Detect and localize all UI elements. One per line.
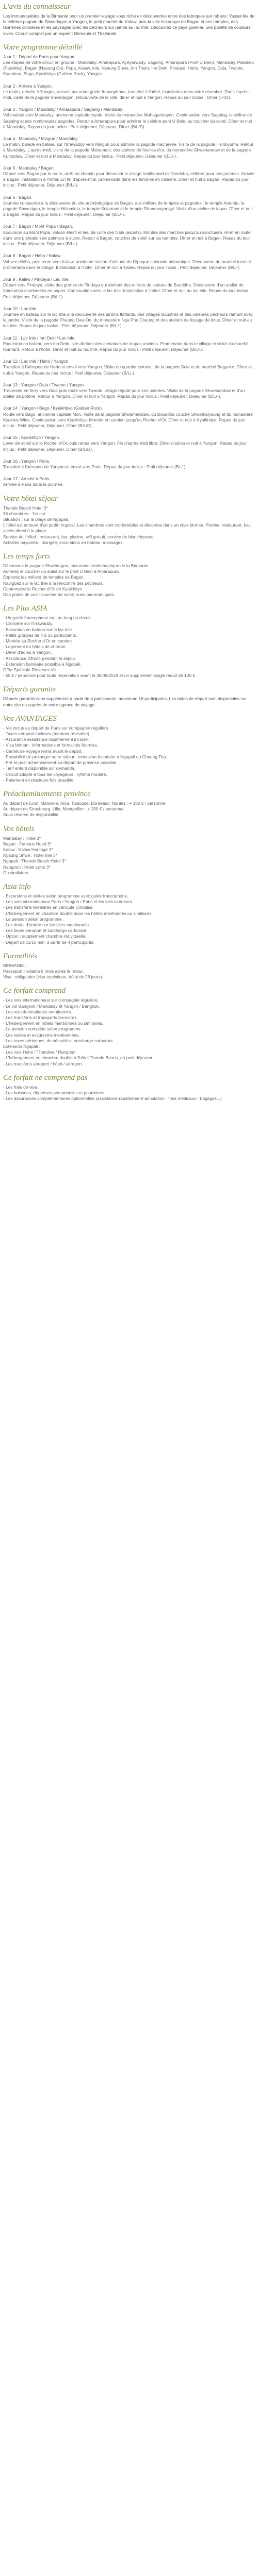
text-line: Service de l'hôtel : restaurant, bar, piscine, wifi gratuit, service de blanchisserie. [3,534,155,539]
text-line: - Les vols internationaux sur compagnie régulière. [3,997,99,1003]
text-line: - Le vol Bangkok / Mandalay et Yangon / Bangkok. [3,1003,100,1009]
text-line: - L'hébergement en hôtels mentionnés ou similaires. [3,1021,103,1026]
text-line: Activités payantes : plongée, excursions en bateau, massages. [3,539,124,545]
text-line: BIRMANIE : [3,962,27,968]
text-line: - Option : supplément chambre individuelle. [3,934,87,939]
day-title: Jour 6 : Bagan. [3,194,33,200]
text-line: Nyaung Shwe : Hotel Inle 3* [3,853,57,858]
day-title: Jour 5 : Mandalay / Bagan. [3,165,55,171]
programme-day [3,195,255,218]
text-line: - Départ de 11/15 min. à partir de 4 participants. [3,939,95,945]
envies-paragraph: Les immanquables de la Birmanie pour un premier voyage sous riche en découvertes entre des fabriques sur rubans: Vassal lée de la célèbre pagode de Shwedagon à Yangon, le petit marché de Kalaw, puis la ville historique de Bagan et ses temples, des tanneries cordières et les paysages avec les pêcheurs sur jambe au lac Inle. Découvrez ce pays guerrier, une palette de couleurs vives. Circuit complet par un expert : Birmanie et Thaïlande. [3,13,255,36]
vos-hotels-list [3,836,255,876]
day-title: Jour 12 : Lac Inle / Heho / Yangon. [3,359,70,364]
programme-day [3,253,255,270]
section-title-temps-forts: Les temps forts [3,552,50,561]
day-description: Arrivée à Paris dans la journée. [3,482,63,487]
text-line: - Les vols internationaux Paris / Yangon / Paris et les vols intérieurs. [3,899,133,905]
programme-day [3,335,255,353]
departs-text [3,696,255,707]
text-line: - Les transferts et transports terrestres. [3,1014,78,1020]
programme-day [3,405,255,429]
day-title: Jour 16 : Yangon / Paris. [3,458,51,464]
asia-info-list [3,893,255,945]
text-line: - Les vols Heho / Thandwe / Rangoon. [3,1049,77,1055]
forfait-comprend-list [3,997,255,1066]
text-line: - Petits groupes de 4 à 16 participants. [3,632,77,638]
text-line: Visa : obligatoire (visa touristique, délai de 28 jours). [3,974,103,980]
day-description: Route vers Bago, ancienne capitale Mon. Visite de la pagode Shwemawdaw, du Bouddha couché Shwethalyaung et du monastère Kyakhat Wine. Continuation vers Kyaikhtiyo. Montée en camion jusqu'au Rocher d'Or. Dîner et nuit à Kyaikhtiyo. Repas du jour inclus : Petit déjeuner, Déjeuner, Dîner (B/L/D). [3,411,253,428]
day-title: Jour 11 : Lac Inle / Inn Dein / Lac Inle. [3,335,76,341]
avantages-list [3,725,255,783]
programme-day [3,54,255,77]
text-line: Des points de vue : coucher de soleil, vues panoramiques. [3,592,115,598]
programme-day [3,277,255,300]
text-line: Thande Beach Hotel 3* [3,505,48,511]
text-line: Contemplez le Rocher d'Or de Kyaikhtiyo. [3,586,84,591]
section-title-avantages: Vos AVANTAGES [3,714,57,723]
day-description: Vol vers Heho, puis route vers Kalaw, ancienne station d'altitude de l'époque coloniale britannique. Découverte du marché local et promenade dans le village. Installation à l'hôtel. Dîner et nuit à Kalaw. Repas du jour inclus : Petit déjeuner, Déjeuner (B/L/-). [3,259,251,270]
text-line: Au départ de Lyon, Marseille, Nice, Toulouse, Bordeaux, Nantes : + 180 € / personne. [3,800,167,806]
day-description: Traversée en ferry vers Dala puis route vers Twante, village réputé pour ses poteries. Visite de la pagode Shwesandaw et d'un atelier de poterie. Retour à Yangon. Dîner et nuit à Yangon. Repas du jour inclus : Petit déjeuner, Déjeuner (B/L/-). [3,387,245,399]
temps-forts-list [3,563,255,598]
text-line: - Croisière sur l'Irrawaddy. [3,621,53,626]
day-title: Jour 7 : Bagan / Mont Popa / Bagan. [3,224,73,229]
text-line: - Assistance 24h/24 pendant le séjour. [3,655,76,661]
section-title-envies: L'avis du connaisseur [3,3,71,11]
programme-day [3,165,255,189]
programme-day [3,224,255,247]
text-line: - L'hébergement en chambre double dans les hôtels mentionnés ou similaires. [3,910,153,916]
section-title-programme: Votre programme détaillé [3,43,83,52]
text-line: - Logement en hôtels de charme. [3,644,67,650]
text-line: - Les droits d'entrée sur les sites mentionnés. [3,922,90,927]
section-title-forfait-comprend: Ce forfait comprend [3,987,66,995]
text-line: - Dîner d'adieu à Yangon. [3,650,52,655]
day-title: Jour 9 : Kalaw / Pindaya / Lac Inle. [3,276,70,282]
text-line: Naviguez sur le lac Inle à la rencontre des pêcheurs. [3,580,104,586]
hotel-sejour-list [3,505,255,546]
envies-text [3,13,255,37]
programme-day [3,306,255,329]
text-line: - L'hébergement en chambre double à l'hôtel Thande Beach, en petit déjeuner. [3,1055,154,1061]
text-line: Kalaw : Kalaw Heritage 3* [3,846,53,852]
text-line: - 50 € / personne pour toute réservation avant le 30/09/2019 et un supplément single réduit de 100 €. [3,673,197,679]
text-line: L'hôtel est entouré d'un jardin tropical. Les chambres sont confortables et décorées dans un style birman. Piscine, restaurant, bar, accès direct à la plage. [3,522,251,534]
text-line: Mandalay : Hotel 3* [3,835,41,841]
text-line: Admirez le coucher du soleil sur le pont U Bein à Amarapura. [3,569,120,574]
programme-day [3,107,255,130]
text-line: - Possibilité de prolonger votre séjour : extension balnéaire à Ngapali ou Chaung Tha. [3,754,167,759]
text-line: Ngapali : Thande Beach Hotel 3* [3,858,66,864]
day-title: Jour 17 : Arrivée à Paris. [3,476,51,482]
programme-day [3,136,255,159]
programme-days [3,54,255,488]
day-description: Excursion en bateau vers Inn Dein, site abritant des centaines de stupas anciens. Promenade dans le village et visite du marché tournant. Retour à l'hôtel. Dîner et nuit au lac Inle. Repas du jour inclus : Petit déjeuner, Déjeuner (B/L/-). [3,341,249,352]
day-description: Vol matinal vers Mandalay, ancienne capitale royale. Visite du monastère Mahagandayon. Continuation vers Sagaing, la colline de Sagaing et ses nombreuses pagodes. Retour à Amarapura pour admirer le célèbre pont U Bein, au coucher du soleil. Dîner et nuit à Mandalay. Repas du jour inclus : Petit déjeuner, Déjeuner, Dîner (B/L/D). [3,112,252,129]
text-line: - Carnet de voyage remis avant le départ. [3,748,83,754]
section-title-preacheminements: Préacheminements province [3,789,91,798]
section-title-vos-hotels: Vos hôtels [3,824,35,833]
day-description: Journée consacrée à la découverte du site archéologique de Bagan, aux milliers de temples et pagodes : le temple Ananda, la pagode Shwezigon, le temple Htilominlo, le temple Sulamani et le temple Dhammayangyi. Visite d'un atelier de laque. Dîner et nuit à Bagan. Repas du jour inclus : Petit déjeuner, Déjeuner (B/L/-). [3,200,253,217]
text-line: Situation : sur la plage de Ngapali. [3,517,69,522]
text-line: - Assurance assistance rapatriement incluse. [3,737,89,742]
text-line: - Circuit adapté à tous les voyageurs : rythme modéré. [3,771,107,777]
day-description: Départ vers Bagan par la route, arrêt en chemin pour découvrir le village traditionnel de Yandabo, célèbre pour ses poteries. Arrivée à Bagan, installation à l'hôtel. En fin d'après-midi, promenade dans les temples en calèche. Dîner et nuit à Bagan. Repas du jour inclus : Petit déjeuner, Déjeuner (B/L/-). [3,171,255,188]
section-title-forfait-ne-comprend-pas: Ce forfait ne comprend pas [3,1073,88,1082]
text-line: - Excursions et visites selon programme avec guide francophone. [3,893,128,899]
section-title-plus-asia: Les Plus ASIA [3,604,47,613]
text-line: - Les vols domestiques mentionnés. [3,1009,72,1014]
text-line: - Les taxes aériennes, de sécurité et surcharge carburant. [3,1038,114,1043]
day-title: Jour 2 : Arrivée à Yangon. [3,83,53,89]
section-title-formalites: Formalités [3,952,37,960]
programme-day [3,435,255,452]
text-line: Découvrez la pagode Shwedagon, monument emblématique de la Birmanie. [3,563,150,569]
plus-asia-list [3,615,255,679]
text-line: - Vol inclus au départ de Paris sur compagnie régulière. [3,725,109,731]
programme-day [3,459,255,470]
programme-day [3,359,255,376]
text-line: Explorez les milliers de temples de Bagan. [3,574,85,580]
text-line: Ou similaires [3,870,28,875]
day-title: Jour 15 : Kyaikhtiyo / Yangon. [3,435,60,440]
programme-day [3,476,255,487]
text-line: - Montée au Rocher d'Or en camion. [3,638,73,644]
text-line: Rangoon : Hotel Lotte 3* [3,864,51,870]
day-title: Jour 14 : Yangon / Bago / Kyaikhtiyo (Golden Rock). [3,405,103,411]
text-line: - Visa birman : informations et formalités fournies. [3,742,99,748]
text-line: - Les assurances complémentaires optionnelles (assistance-rapatriement-annulation - frais médicaux - bagages...). [3,1096,223,1101]
day-description: Le matin, arrivée à Yangon, accueil par votre guide francophone, transfert à l'hôtel, installation dans votre chambre. Dans l'après-midi, visite de la pagode Shwedagon. Découverte de la ville, dîner et nuit à Yangon. Repas du jour inclus : Dîner (-/-/D). [3,89,250,100]
section-title-departs: Départs garantis [3,685,56,694]
text-line: Extension Ngapali : [3,1044,41,1049]
day-description: Lever de soleil sur le Rocher d'Or, puis retour vers Yangon. Fin d'après-midi libre. Dîner d'adieu et nuit à Yangon. Repas du jour inclus : Petit déjeuner, Déjeuner, Dîner (B/L/D). [3,440,247,452]
day-description: Excursion au Mont Popa, volcan éteint et lieu de culte des Nats (esprits). Montée des marches jusqu'au sanctuaire. Arrêt en route dans une plantation de palmiers à sucre. Retour à Bagan, coucher de soleil sur les temples. Dîner et nuit à Bagan. Repas du jour inclus : Petit déjeuner, Déjeuner (B/L/-). [3,229,251,247]
text-line: - Les taxes aéroport et surcharge carburant. [3,928,88,934]
text-line: 36 chambres - 1er cat. [3,511,46,516]
day-title: Jour 4 : Mandalay / Mingun / Mandalay. [3,136,79,142]
text-line: - Extension balnéaire possible à Ngapali. [3,661,82,667]
programme-day [3,382,255,400]
text-line: - Les transferts aéroport / hôtel / aéroport. [3,1061,84,1066]
text-line: - La pension selon programme. [3,916,63,922]
text-line: - Tarif enfant disponible sur demande. [3,766,75,771]
text-line: - Les frais de visa. [3,1084,38,1090]
programme-day [3,83,255,101]
day-title: Jour 1 : Départ de Paris pour Yangon. [3,54,76,59]
text-line: - Les boissons, dépenses personnelles et pourboires. [3,1090,106,1096]
page-content [0,0,258,1101]
text-line: - Taxes aéroport incluses (montant révisable). [3,731,91,737]
forfait-ne-comprend-pas-list [3,1084,255,1102]
departs-paragraph: Départs garantis sans supplément à partir de 4 participants, maximum 16 participants. Les dates de départ sont disponibles sur notre site ou auprès de votre agence de voyage. [3,696,247,707]
text-line: - Un guide francophone tout au long du circuit. [3,615,92,621]
text-line: Bagan : Famous Hotel 3* [3,841,52,846]
day-title: Jour 3 : Yangon / Mandalay / Amarapura / Sagaing / Mandalay. [3,107,123,112]
day-description: Le matin, balade en bateau sur l'Irrawaddy vers Mingun pour admirer la pagode inachevée. Visite de la pagode Hsinbyume. Retour à Mandalay. L'après-midi, visite de la pagode Mahamuni, des ateliers de feuilles d'or, du monastère Shwenandaw et de la pagode Kuthodaw. Dîner et nuit à Mandalay. Repas du jour inclus : Petit déjeuner, Déjeuner (B/L/-). [3,142,254,159]
text-line: - La pension complète selon programme. [3,1026,82,1032]
text-line: - Les transferts terrestres en véhicule climatisé. [3,905,94,910]
day-title: Jour 8 : Bagan / Heho / Kalaw. [3,253,62,259]
preacheminements-list [3,801,255,818]
section-title-hotel-sejour: Votre hôtel séjour [3,494,58,503]
text-line: Sous réserve de disponibilité. [3,812,60,818]
day-description: Les étapes de votre circuit en groupe : Mandalay, Amarapura, Ayeyarwady, Sagaing, Amarapura (Pont U Bein), Mandalay, Pakokku (Pakokku), Bagan (Nyaung Oo), Popa, Kalaw, Inle, Nyaung Shwe, Inn Thein, Inn Dein, Pindaya, Heho, Yangon, Dala, Twante, Kyauktan, Bago, Kyaikhtiyo (Golden Rock), Yangon [3,60,254,77]
day-title: Jour 13 : Yangon / Dala / Twante / Yangon. [3,382,85,387]
formalites-list [3,963,255,980]
day-description: Transfert à l'aéroport de Yangon et envol vers Paris. Repas du jour inclus : Petit déjeuner (B/-/-). [3,464,187,469]
text-line: - Excursion en bateau sur le lac Inle. [3,626,73,632]
text-line: - Pré et post acheminement au départ de province possible. [3,760,118,766]
text-line: Offre Spéciale Réservez tôt : [3,667,58,673]
text-line: - Les visites et excursions mentionnées. [3,1032,80,1038]
text-line: Passeport : valable 6 mois après le retour. [3,968,84,974]
day-description: Journée en bateau sur le lac Inle à la découverte des jardins flottants, des villages lacustres et des célèbres pêcheurs ramant avec la jambe. Visite de la pagode Phaung Daw Oo, du monastère Nga Phe Chaung et des ateliers de tissage de lotus. Dîner et nuit au lac Inle. Repas du jour inclus : Petit déjeuner, Déjeuner (B/L/-). [3,311,253,329]
day-description: Départ vers Pindaya, visite des grottes de Pindaya qui abritent des milliers de statues de Bouddha. Découverte d'un atelier de fabrication d'ombrelles en papier. Continuation vers le lac Inle. Installation à l'hôtel. Dîner et nuit au lac Inle. Repas du jour inclus : Petit déjeuner, Déjeuner (B/L/-). [3,282,251,299]
section-title-asia-info: Asia info [3,882,31,891]
text-line: Au départ de Strasbourg, Lille, Montpellier : + 200 € / personne. [3,806,125,812]
day-description: Transfert à l'aéroport de Heho et envol vers Yangon. Visite du quartier colonial, de la pagode Sule et du marché Bogyoke. Dîner et nuit à Yangon. Repas du jour inclus : Petit déjeuner, Déjeuner (B/L/-). [3,364,252,376]
day-title: Jour 10 : Lac Inle. [3,306,38,311]
text-line: - Paiement en plusieurs fois possible. [3,777,75,783]
